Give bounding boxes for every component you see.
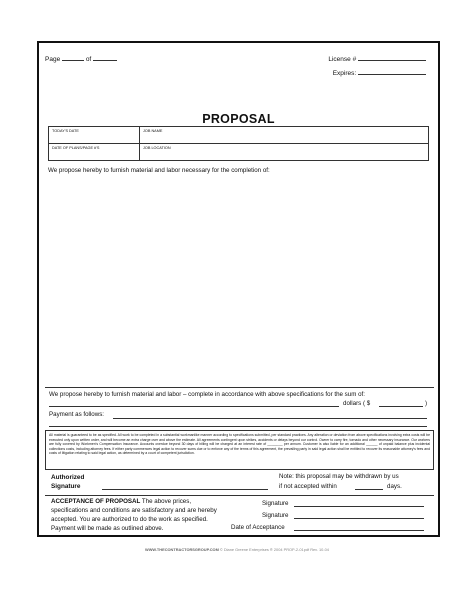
page-field[interactable]	[62, 54, 84, 61]
expires-row	[333, 68, 426, 77]
payment-field-1[interactable]	[113, 418, 427, 419]
signature-label-2: Signature	[262, 512, 289, 519]
auth-divider	[45, 469, 434, 470]
sum-divider-top	[45, 387, 434, 388]
payment-field-2[interactable]	[49, 426, 427, 427]
date-of-acceptance-field[interactable]	[294, 530, 424, 531]
withdraw-note-1: Note: this proposal may be withdrawn by us	[279, 473, 399, 480]
acceptance-text-3: accepted. You are authorized to do the work as specified.	[51, 516, 208, 523]
dollars-amount-field[interactable]	[379, 406, 423, 407]
withdraw-note-2: if not accepted within	[279, 483, 337, 490]
authorized-label-2: Signature	[51, 483, 81, 490]
withdraw-days-field[interactable]	[355, 489, 383, 490]
footer-site[interactable]: WWW.THECONTRACTORSGROUP.COM	[145, 547, 219, 552]
date-of-plans-field[interactable]	[49, 144, 140, 160]
page-number-row	[45, 54, 117, 63]
todays-date-label: TODAY'S DATE	[52, 129, 79, 133]
authorized-signature-field[interactable]	[102, 489, 268, 490]
todays-date-field[interactable]	[49, 127, 140, 143]
license-row	[328, 54, 426, 63]
expires-field[interactable]	[358, 68, 426, 75]
close-paren: )	[425, 400, 428, 407]
acceptance-signature-field-2[interactable]	[294, 518, 424, 519]
sum-text: We propose hereby to furnish material and labor – complete in accordance with above specifications for the sum of:	[49, 391, 365, 398]
authorized-label-1: Authorized	[51, 474, 85, 481]
scope-intro-text: We propose hereby to furnish material and labor necessary for the completion of:	[48, 167, 270, 174]
acceptance-text-4: Payment will be made as outlined above.	[51, 525, 164, 532]
proposal-form	[37, 41, 440, 537]
acceptance-text-2: specifications and conditions are satisfactory and are hereby	[51, 507, 217, 514]
info-row-2	[48, 143, 429, 161]
dollars-label: dollars ( $	[343, 400, 371, 407]
license-field[interactable]	[358, 54, 426, 61]
payment-label: Payment as follows:	[49, 411, 105, 418]
page-total-field[interactable]	[93, 54, 117, 61]
date-of-plans-label: DATE OF PLANS/PAGE #'S	[52, 146, 100, 150]
of-label: of	[85, 56, 92, 63]
accept-divider	[45, 495, 434, 496]
sum-words-field[interactable]	[49, 406, 339, 407]
acceptance-heading: ACCEPTANCE OF PROPOSAL	[51, 498, 141, 505]
page-title: PROPOSAL	[202, 112, 275, 126]
footer-credit	[0, 547, 474, 552]
info-row-1	[48, 126, 429, 144]
signature-label-1: Signature	[262, 500, 289, 507]
job-location-label: JOB LOCATION	[143, 146, 171, 150]
job-name-field[interactable]	[140, 127, 428, 143]
page-label: Page	[45, 56, 61, 63]
acceptance-text-1: The above prices,	[140, 498, 192, 505]
terms-text: All material is guaranteed to be as specified. All work to be completed in a substantial workmanlike manner according to specifications submitted, per standard practices. Any alteration or deviation from above specifications involving extra costs will be executed only upon written order, and will become an extra charge over and above the estimate. All agreements contingent upon strikes, accidents or delays beyond our control. Owner to carry fire, tornado and other necessary insurance. Our workers are fully covered by Workmen's Compensation Insurance. Accounts overdue beyond 30 days of billing will be charged at an interest rate of ________ per annum. Customer is also liable for an additional ______ of unpaid balance plus incidental collections costs, including attorney fees. If either party commences legal action to recover sums due or to enforce any of the terms of this agreement, the prevailing party in said legal action shall be entitled to recover its reasonable attorney's fees and costs of litigation relating to said legal action, as determined by a court of competent jurisdiction.	[45, 430, 434, 469]
acceptance-signature-field-1[interactable]	[294, 506, 424, 507]
expires-label: Expires:	[332, 70, 357, 77]
license-label: License #	[328, 56, 357, 63]
acceptance-line-1	[51, 498, 191, 505]
footer-copyright: © Diane Greene Enterprises ® 2004 PROP-2-01pdf Rev. 10-04	[218, 547, 329, 552]
date-of-acceptance-label: Date of Acceptance	[231, 524, 285, 531]
job-location-field[interactable]	[140, 144, 428, 160]
days-label: days.	[387, 483, 402, 490]
job-name-label: JOB NAME	[143, 129, 163, 133]
